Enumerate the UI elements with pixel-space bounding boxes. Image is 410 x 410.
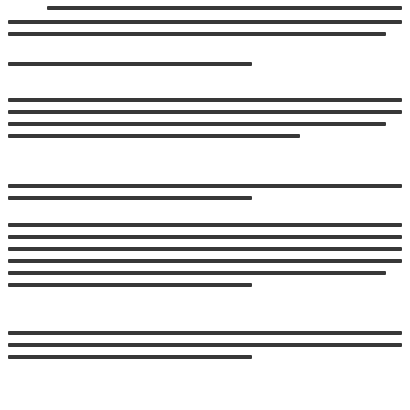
text-line [8, 196, 252, 200]
paragraph-5 [8, 223, 402, 287]
text-line [8, 355, 252, 359]
text-line [8, 271, 386, 275]
paragraph-top-fragment [8, 0, 402, 14]
text-line [8, 184, 402, 188]
text-line [8, 247, 402, 251]
text-line [8, 223, 402, 227]
paragraph-3 [8, 98, 402, 138]
text-line [8, 122, 386, 126]
text-line [8, 110, 402, 114]
paragraph-6 [8, 331, 402, 359]
text-line [8, 20, 402, 24]
paragraph-1 [8, 20, 402, 36]
text-line [8, 343, 402, 347]
text-line [8, 62, 252, 66]
text-line [8, 32, 386, 36]
paragraph-4 [8, 184, 402, 200]
text-line [8, 259, 402, 263]
text-line [47, 6, 402, 10]
text-line [8, 98, 402, 102]
text-line [8, 235, 402, 239]
text-line [8, 331, 402, 335]
paragraph-2 [8, 62, 402, 66]
text-line [8, 283, 252, 287]
text-line [8, 134, 300, 138]
